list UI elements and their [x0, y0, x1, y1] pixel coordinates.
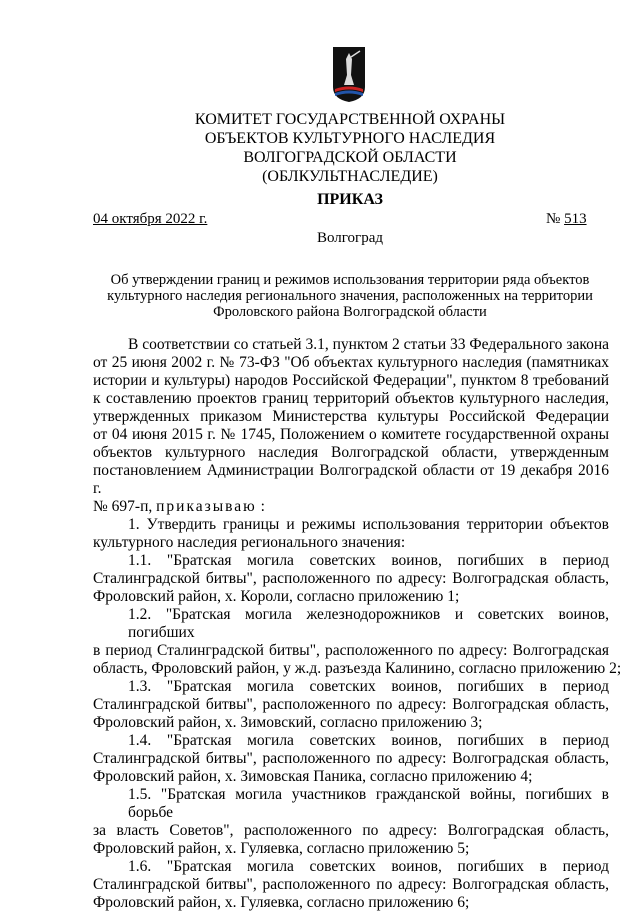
org-line: ОБЪЕКТОВ КУЛЬТУРНОГО НАСЛЕДИЯ	[204, 130, 496, 147]
order-body	[93, 336, 622, 912]
subject-line: Фроловского района Волгоградской области	[213, 304, 487, 320]
list-item-line: за власть Советов", расположенного по адресу: Волгоградская область,	[93, 822, 609, 839]
order-number	[546, 211, 587, 228]
list-item-line: Сталинградской битвы", расположенного по адресу: Волгоградская область,	[93, 570, 609, 587]
list-item-line: 1.5. "Братская могила участников гражданской войны, погибших в борьбе	[128, 786, 609, 821]
subject-line: Об утверждении границ и режимов использования территории ряда объектов	[110, 272, 590, 288]
list-item-line: Фроловский район, х. Гуляевка, согласно приложению 6;	[93, 894, 470, 911]
order-subject	[80, 272, 620, 320]
number-prefix: №	[546, 211, 561, 227]
org-line: (ОБЛКУЛЬТНАСЛЕДИЕ)	[262, 168, 438, 185]
list-item-line: в период Сталинградской битвы", расположенного по адресу: Волгоградская	[93, 642, 609, 659]
list-item-line: 1.3. "Братская могила советских воинов, погибших в период	[128, 678, 609, 695]
item-1-line: 1. Утвердить границы и режимы использования территории объектов	[128, 516, 609, 533]
org-line: КОМИТЕТ ГОСУДАРСТВЕННОЙ ОХРАНЫ	[194, 111, 506, 128]
list-item-line: Сталинградской битвы", расположенного по адресу: Волгоградская область,	[93, 750, 609, 767]
order-date: 04 октября 2022 г.	[93, 211, 208, 227]
org-line: ВОЛГОГРАДСКОЙ ОБЛАСТИ	[243, 149, 457, 166]
preamble-line: от 25 июня 2002 г. № 73-ФЗ "Об объектах культурного наследия (памятниках	[93, 354, 609, 371]
volgograd-coat-of-arms-icon	[331, 45, 367, 103]
order-word: приказываю	[156, 498, 257, 515]
preamble-line: истории и культуры) народов Российской Федерации", пунктом 8 требований	[93, 372, 609, 389]
organization-name	[100, 110, 600, 186]
preamble-line: объектов культурного наследия Волгоградской области, утвержденным	[93, 444, 609, 461]
subject-line: культурного наследия регионального значения, расположенных на территории	[107, 288, 593, 304]
preamble-line: утвержденных приказом Министерства культуры Российской Федерации	[93, 408, 609, 425]
preamble-line: от 04 июня 2015 г. № 1745, Положением о комитете государственной охраны	[93, 426, 609, 443]
number-value: 513	[564, 211, 587, 227]
list-item-line: 1.2. "Братская могила железнодорожников и советских воинов, погибших	[128, 606, 609, 641]
preamble-last-line	[93, 498, 609, 516]
preamble-line: В соответствии со статьей 3.1, пунктом 2 статьи 33 Федерального закона	[128, 336, 609, 353]
order-title: ПРИКАЗ	[317, 191, 383, 208]
order-city: Волгоград	[316, 230, 383, 246]
item-1-line: культурного наследия регионального значения:	[93, 534, 406, 551]
list-item-line: Фроловский район, х. Короли, согласно приложению 1;	[93, 588, 460, 605]
list-item-line: Фроловский район, х. Гуляевка, согласно приложению 5;	[93, 840, 470, 857]
decree-reference: № 697-п,	[93, 498, 153, 515]
list-item-line: Фроловский район, х. Зимовская Паника, согласно приложению 4;	[93, 768, 533, 785]
list-item-line: 1.1. "Братская могила советских воинов, погибших в период	[128, 552, 609, 569]
list-item-line: Сталинградской битвы", расположенного по адресу: Волгоградская область,	[93, 876, 609, 893]
list-item-line: 1.6. "Братская могила советских воинов, погибших в период	[128, 858, 609, 875]
order-colon: :	[260, 498, 265, 515]
preamble-line: постановлением Администрации Волгоградской области от 19 декабря 2016 г.	[93, 462, 609, 497]
preamble-line: к составлению проектов границ территорий объектов культурного наследия,	[93, 390, 609, 407]
list-item-line: область, Фроловский район, у ж.д. разъезда Калинино, согласно приложению 2;	[93, 660, 622, 677]
list-item-line: 1.4. "Братская могила советских воинов, погибших в период	[128, 732, 609, 749]
list-item-line: Фроловский район, х. Зимовский, согласно приложению 3;	[93, 714, 483, 731]
list-item-line: Сталинградской битвы", расположенного по адресу: Волгоградская область,	[93, 696, 609, 713]
